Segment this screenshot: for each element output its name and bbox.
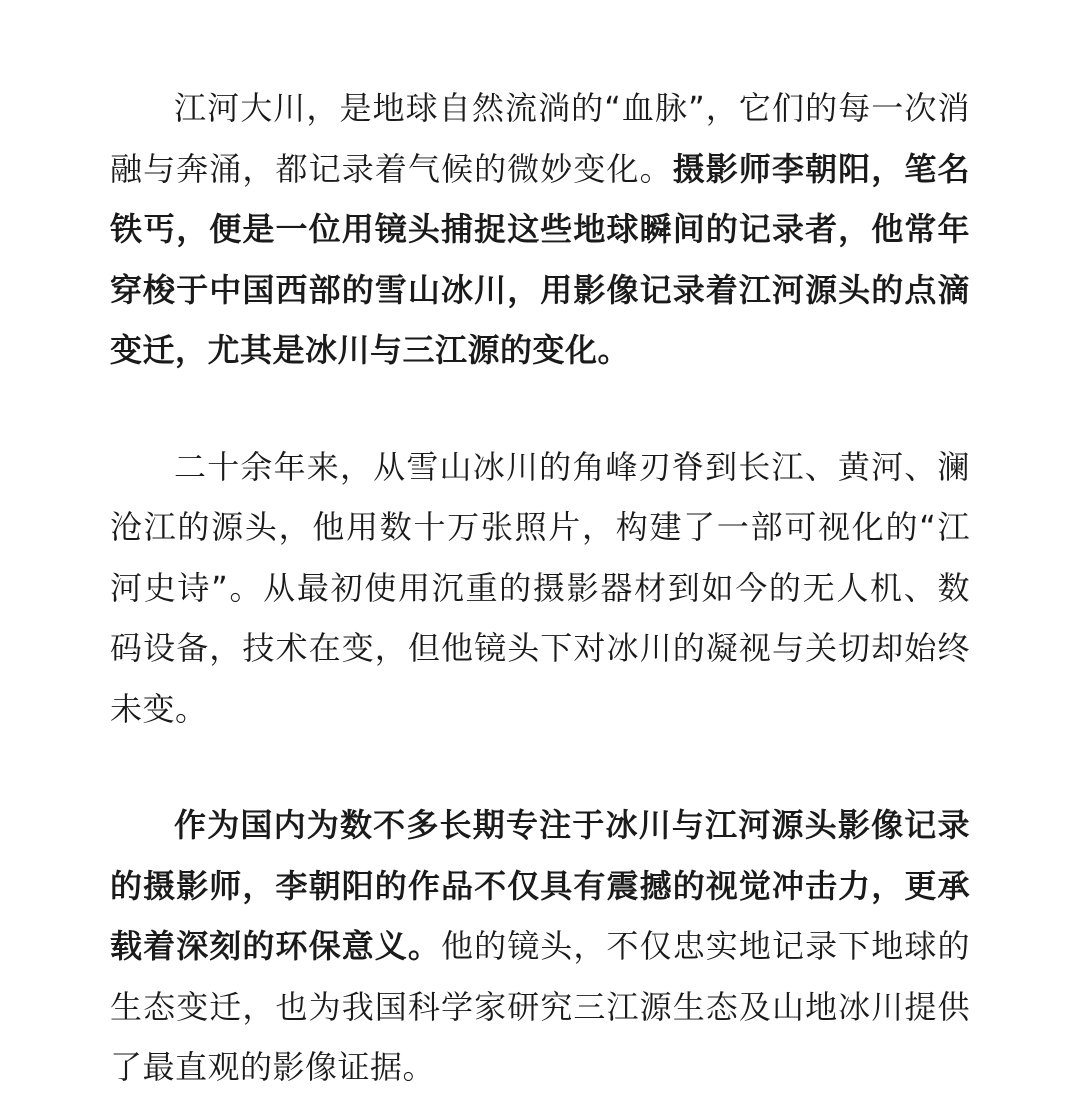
- paragraph-2: [110, 437, 970, 740]
- paragraph-3-text: 他的镜头，不仅忠实地记录下地球的生态变迁，也为我国科学家研究三江源生态及山地冰川提供了最直观的影像证据。: [110, 927, 970, 1086]
- paragraph-3: [110, 795, 970, 1098]
- paragraph-1-text: 江河大川，是地球自然流淌的“血脉”，它们的每一次消融与奔涌，都记录着气候的微妙变化。: [110, 89, 970, 188]
- paragraph-3-bold-text: 作为国内为数不多长期专注于冰川与江河源头影像记录的摄影师，李朝阳的作品不仅具有震撼的视觉冲击力，更承载着深刻的环保意义。: [110, 806, 970, 965]
- paragraph-1-bold-text: 摄影师李朝阳，笔名铁丐，便是一位用镜头捕捉这些地球瞬间的记录者，他常年穿梭于中国西部的雪山冰川，用影像记录着江河源头的点滴变迁，尤其是冰川与三江源的变化。: [110, 149, 970, 369]
- paragraph-1: [110, 78, 970, 381]
- article-body: [110, 78, 970, 1098]
- paragraph-2-text: 二十余年来，从雪山冰川的角峰刃脊到长江、黄河、澜沧江的源头，他用数十万张照片，构建了一部可视化的“江河史诗”。从最初使用沉重的摄影器材到如今的无人机、数码设备，技术在变，但他镜头下对冰川的凝视与关切却始终未变。: [110, 447, 970, 728]
